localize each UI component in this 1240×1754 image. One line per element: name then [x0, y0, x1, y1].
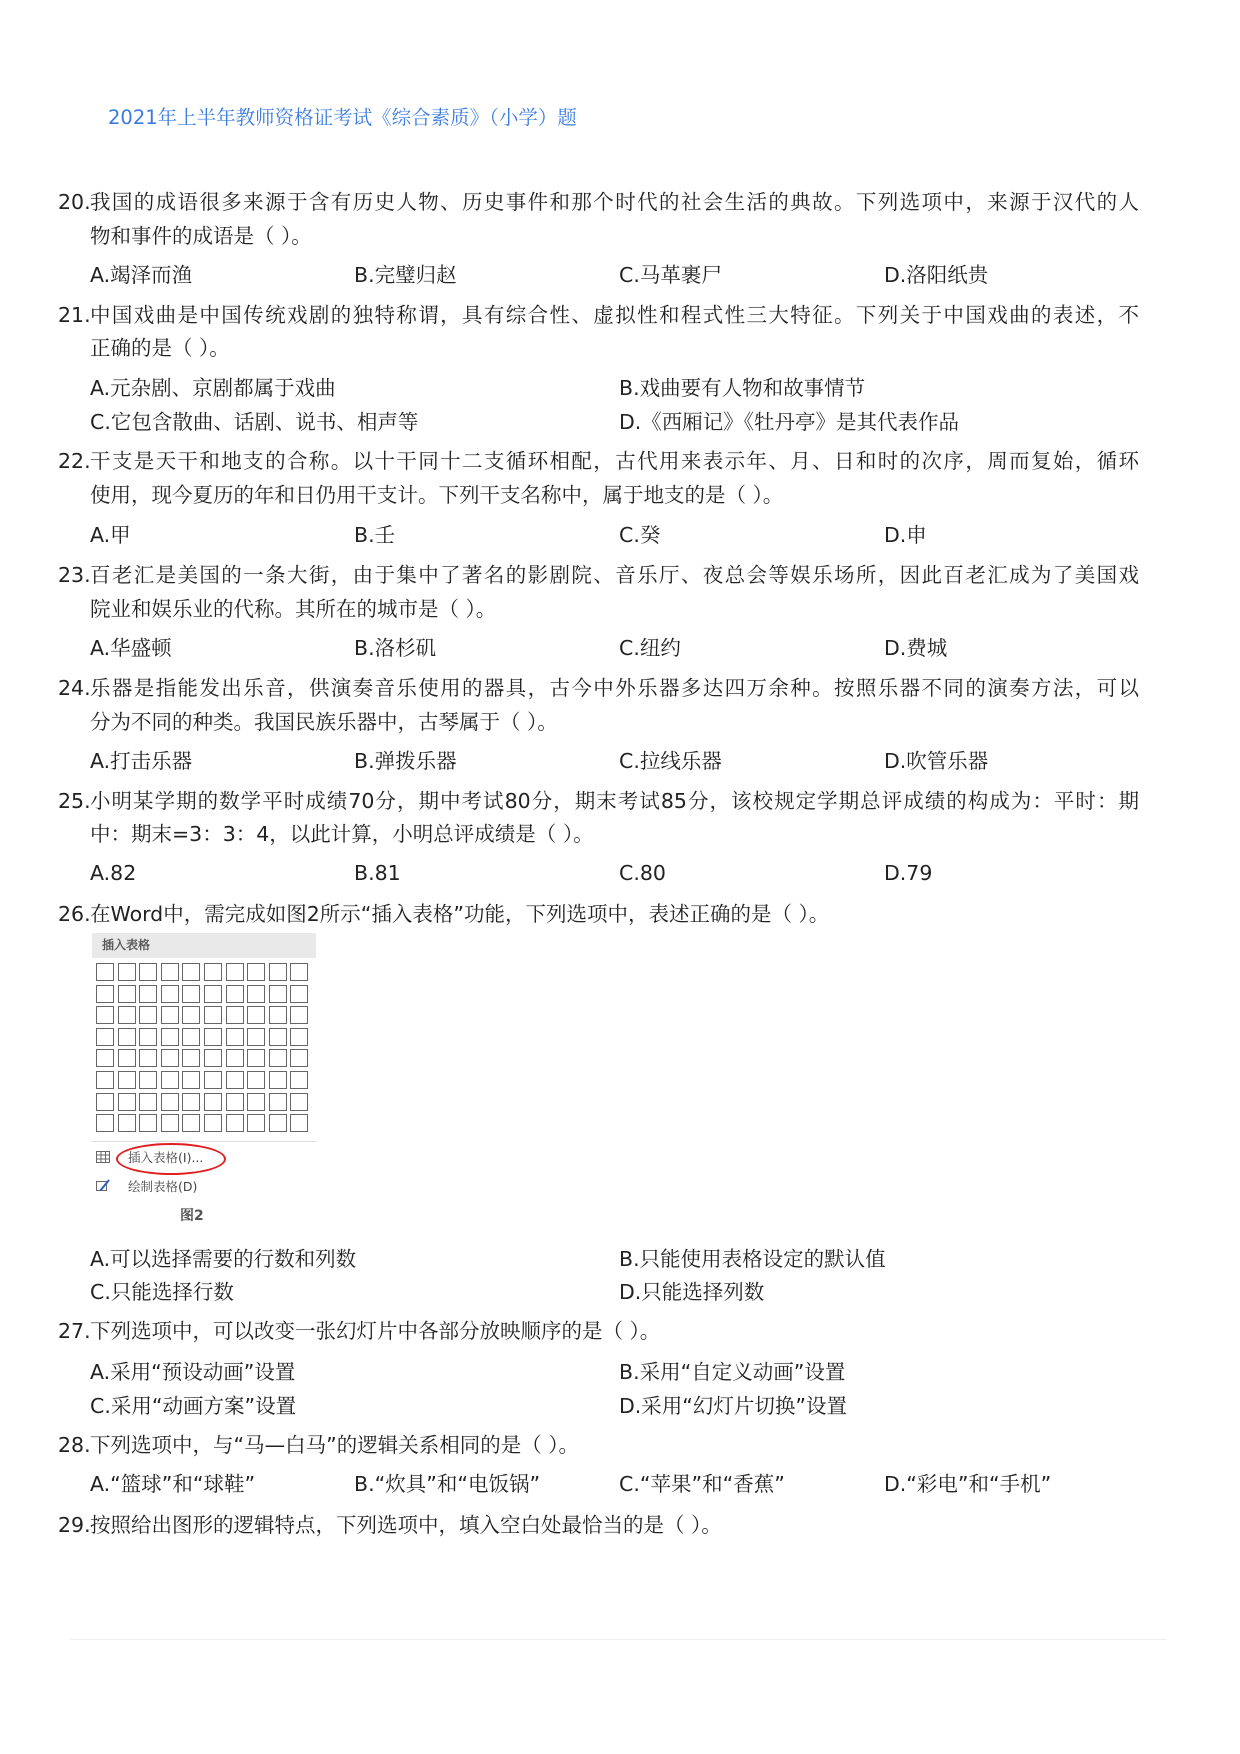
question-number: 29. [58, 1513, 91, 1537]
answer-option: B.只能使用表格设定的默认值 [619, 1247, 886, 1271]
answer-option: C.采用“动画方案”设置 [90, 1394, 297, 1418]
question-number: 28. [58, 1433, 91, 1457]
question-text: 乐器是指能发出乐音，供演奏音乐使用的器具，古今中外乐器多达四万余种。按照乐器不同的演奏方法，可以 [90, 676, 1139, 700]
grid-cell [118, 1071, 136, 1089]
grid-cell [247, 1006, 265, 1024]
grid-cell [161, 963, 179, 981]
answer-option: A.竭泽而渔 [90, 263, 193, 287]
grid-cell [139, 963, 157, 981]
grid-cell [290, 963, 308, 981]
answer-option: D.吹管乐器 [884, 749, 989, 773]
grid-cell [290, 1093, 308, 1111]
grid-cell [247, 1071, 265, 1089]
grid-cell [290, 1028, 308, 1046]
grid-cell [269, 1114, 287, 1132]
grid-cell [226, 1028, 244, 1046]
grid-cell [204, 1071, 222, 1089]
grid-cell [247, 1028, 265, 1046]
grid-cell [269, 1071, 287, 1089]
grid-cell [247, 1049, 265, 1067]
grid-cell [96, 1049, 114, 1067]
answer-option: A.可以选择需要的行数和列数 [90, 1247, 357, 1271]
grid-cell [269, 963, 287, 981]
grid-cell [204, 963, 222, 981]
answer-option: B.洛杉矶 [354, 636, 437, 660]
answer-option: C.只能选择行数 [90, 1280, 234, 1304]
figure-caption: 图2 [180, 1208, 204, 1224]
grid-cell [182, 1071, 200, 1089]
question-text: 我国的成语很多来源于含有历史人物、历史事件和那个时代的社会生活的典故。下列选项中，来源于汉代的人 [90, 190, 1139, 214]
answer-option: B.81 [354, 861, 401, 885]
grid-cell [161, 1049, 179, 1067]
document-title: 2021年上半年教师资格证考试《综合素质》（小学）题 [108, 106, 577, 129]
answer-option: B.壬 [354, 523, 396, 547]
grid-cell [182, 985, 200, 1003]
question-text: 使用，现今夏历的年和日仍用干支计。下列干支名称中，属于地支的是（ ）。 [90, 483, 784, 507]
grid-cell [182, 1114, 200, 1132]
grid-cell [247, 1114, 265, 1132]
answer-option: C.纽约 [619, 636, 681, 660]
grid-cell [139, 1071, 157, 1089]
question-text: 在Word中，需完成如图2所示“插入表格”功能，下列选项中，表述正确的是（ ）。 [90, 902, 830, 926]
grid-cell [139, 1049, 157, 1067]
grid-cell [226, 1071, 244, 1089]
figure-header: 插入表格 [92, 933, 316, 958]
answer-option: B.完璧归赵 [354, 263, 457, 287]
grid-cell [118, 963, 136, 981]
answer-option: D.79 [884, 861, 933, 885]
grid-cell [182, 1049, 200, 1067]
answer-option: A.采用“预设动画”设置 [90, 1360, 296, 1384]
question-text: 按照给出图形的逻辑特点，下列选项中，填入空白处最恰当的是（ ）。 [90, 1513, 722, 1537]
answer-option: C.80 [619, 861, 666, 885]
grid-cell [161, 1093, 179, 1111]
grid-cell [118, 1049, 136, 1067]
grid-cell [204, 985, 222, 1003]
grid-cell [269, 1093, 287, 1111]
grid-cell [161, 1071, 179, 1089]
answer-option: A.华盛顿 [90, 636, 172, 660]
grid-cell [269, 1028, 287, 1046]
answer-option: C.癸 [619, 523, 661, 547]
menu-insert-table: 插入表格(I)... [128, 1150, 204, 1165]
divider [92, 1141, 316, 1142]
question-text: 下列选项中，可以改变一张幻灯片中各部分放映顺序的是（ ）。 [90, 1319, 661, 1343]
question-text: 分为不同的种类。我国民族乐器中，古琴属于（ ）。 [90, 710, 558, 734]
grid-cell [290, 1114, 308, 1132]
question-number: 23. [58, 563, 91, 587]
grid-cell [118, 1093, 136, 1111]
highlight-oval [116, 1143, 226, 1175]
figure-insert-table [92, 933, 316, 1224]
grid-cell [96, 1071, 114, 1089]
answer-option: B.戏曲要有人物和故事情节 [619, 376, 866, 400]
grid-cell [161, 1006, 179, 1024]
grid-cell [182, 963, 200, 981]
grid-cell [204, 1049, 222, 1067]
answer-option: C.它包含散曲、话剧、说书、相声等 [90, 410, 419, 434]
draw-table-icon [96, 1179, 110, 1191]
answer-option: C.马革裹尸 [619, 263, 722, 287]
question-text: 百老汇是美国的一条大街，由于集中了著名的影剧院、音乐厅、夜总会等娱乐场所，因此百老汇成为了美国戏 [90, 563, 1139, 587]
grid-cell [290, 985, 308, 1003]
grid-cell [247, 1093, 265, 1111]
answer-option: A.“篮球”和“球鞋” [90, 1472, 256, 1496]
answer-option: D.费城 [884, 636, 948, 660]
question-number: 20. [58, 190, 91, 214]
grid-cell [96, 1093, 114, 1111]
question-text: 干支是天干和地支的合称。以十干同十二支循环相配，古代用来表示年、月、日和时的次序，周而复始，循环 [90, 449, 1139, 473]
grid-cell [182, 1028, 200, 1046]
grid-cell [204, 1028, 222, 1046]
grid-cell [269, 1049, 287, 1067]
answer-option: C.拉线乐器 [619, 749, 722, 773]
question-number: 22. [58, 449, 91, 473]
grid-cell [226, 1114, 244, 1132]
grid-cell [290, 1049, 308, 1067]
answer-option: C.“苹果”和“香蕉” [619, 1472, 785, 1496]
table-icon [96, 1151, 110, 1163]
answer-option: B.采用“自定义动画”设置 [619, 1360, 846, 1384]
grid-cell [161, 985, 179, 1003]
grid-cell [96, 985, 114, 1003]
answer-option: D.“彩电”和“手机” [884, 1472, 1052, 1496]
answer-option: A.打击乐器 [90, 749, 193, 773]
question-number: 21. [58, 303, 91, 327]
answer-option: A.82 [90, 861, 137, 885]
grid-cell [247, 985, 265, 1003]
question-text: 小明某学期的数学平时成绩70分，期中考试80分，期末考试85分，该校规定学期总评成绩的构成为：平时：期 [90, 789, 1139, 813]
question-number: 25. [58, 789, 91, 813]
grid-cell [96, 1114, 114, 1132]
grid-cell [290, 1071, 308, 1089]
answer-option: A.甲 [90, 523, 131, 547]
question-text: 正确的是（ ）。 [90, 336, 230, 360]
answer-option: B.“炊具”和“电饭锅” [354, 1472, 541, 1496]
question-number: 24. [58, 676, 91, 700]
grid-cell [204, 1006, 222, 1024]
question-text: 中：期末=3：3：4，以此计算，小明总评成绩是（ ）。 [90, 822, 594, 846]
grid-cell [290, 1006, 308, 1024]
grid-cell [139, 1114, 157, 1132]
table-grid [96, 963, 308, 1132]
grid-cell [204, 1114, 222, 1132]
answer-option: D.洛阳纸贵 [884, 263, 989, 287]
question-text: 物和事件的成语是（ ）。 [90, 224, 312, 248]
question-text: 院业和娱乐业的代称。其所在的城市是（ ）。 [90, 597, 497, 621]
answer-option: D.申 [884, 523, 927, 547]
grid-cell [139, 1028, 157, 1046]
grid-cell [139, 985, 157, 1003]
grid-cell [161, 1114, 179, 1132]
answer-option: D.《西厢记》《牡丹亭》是其代表作品 [619, 410, 960, 434]
grid-cell [226, 1006, 244, 1024]
grid-cell [161, 1028, 179, 1046]
grid-cell [96, 963, 114, 981]
grid-cell [226, 963, 244, 981]
question-text: 中国戏曲是中国传统戏剧的独特称谓，具有综合性、虚拟性和程式性三大特征。下列关于中国戏曲的表述，不 [90, 303, 1139, 327]
grid-cell [118, 1114, 136, 1132]
grid-cell [118, 1028, 136, 1046]
grid-cell [139, 1093, 157, 1111]
grid-cell [118, 985, 136, 1003]
grid-cell [139, 1006, 157, 1024]
question-number: 26. [58, 902, 91, 926]
grid-cell [96, 1006, 114, 1024]
menu-draw-table: 绘制表格(D) [128, 1179, 198, 1194]
grid-cell [269, 985, 287, 1003]
grid-cell [269, 1006, 287, 1024]
grid-cell [204, 1093, 222, 1111]
grid-cell [182, 1006, 200, 1024]
grid-cell [182, 1093, 200, 1111]
grid-cell [226, 985, 244, 1003]
question-text: 下列选项中，与“马—白马”的逻辑关系相同的是（ ）。 [90, 1433, 580, 1457]
answer-option: A.元杂剧、京剧都属于戏曲 [90, 376, 336, 400]
answer-option: D.只能选择列数 [619, 1280, 765, 1304]
grid-cell [247, 963, 265, 981]
answer-option: D.采用“幻灯片切换”设置 [619, 1394, 848, 1418]
grid-cell [226, 1049, 244, 1067]
grid-cell [226, 1093, 244, 1111]
grid-cell [118, 1006, 136, 1024]
answer-option: B.弹拨乐器 [354, 749, 457, 773]
grid-cell [96, 1028, 114, 1046]
question-number: 27. [58, 1319, 91, 1343]
footer-divider [70, 1639, 1167, 1640]
